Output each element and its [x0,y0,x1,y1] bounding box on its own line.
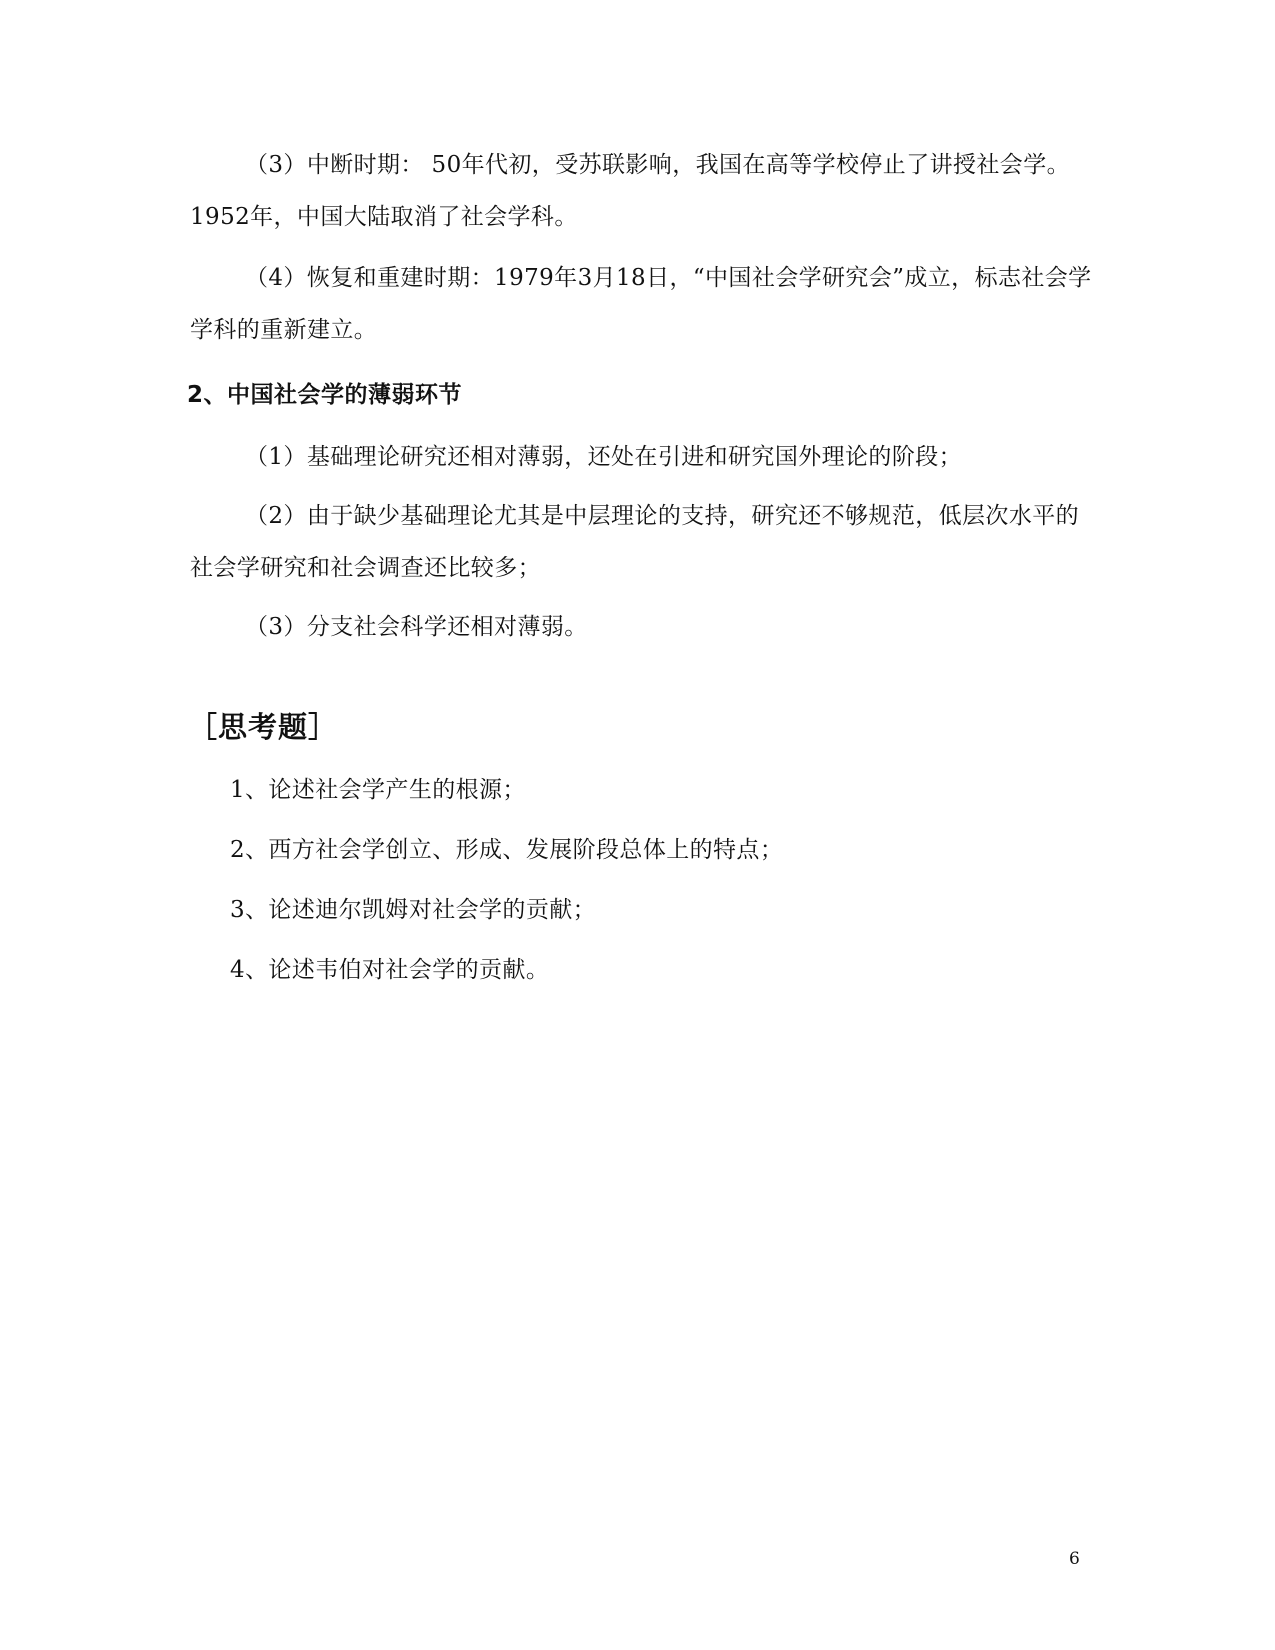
page-number: 6 [1069,1549,1080,1569]
weak-link-item-1: （1）基础理论研究还相对薄弱，还处在引进和研究国外理论的阶段； [245,444,963,470]
questions-title: ［思考题］ [188,710,339,744]
questions-list [230,774,783,1014]
weak-link-item-2: （2）由于缺少基础理论尤其是中层理论的支持，研究还不够规范，低层次水平的社会学研究和社会调查还比较多； [190,503,1080,581]
question-item-1: 1、论述社会学产生的根源； [230,777,526,803]
section-heading-weak-links: 2、中国社会学的薄弱环节 [187,382,463,408]
weak-link-item-3: （3）分支社会科学还相对薄弱。 [245,614,588,640]
question-item-3: 3、论述迪尔凯姆对社会学的贡献； [230,897,597,923]
paragraph-interruption-period: （3）中断时期： 50年代初，受苏联影响，我国在高等学校停止了讲授社会学。1952年，中国大陆取消了社会学科。 [190,152,1071,230]
question-item-2: 2、西方社会学创立、形成、发展阶段总体上的特点； [230,837,784,863]
question-item-4: 4、论述韦伯对社会学的贡献。 [230,957,550,983]
paragraph-restoration-period: （4）恢复和重建时期：1979年3月18日，“中国社会学研究会”成立，标志社会学学科的重新建立。 [190,265,1092,343]
